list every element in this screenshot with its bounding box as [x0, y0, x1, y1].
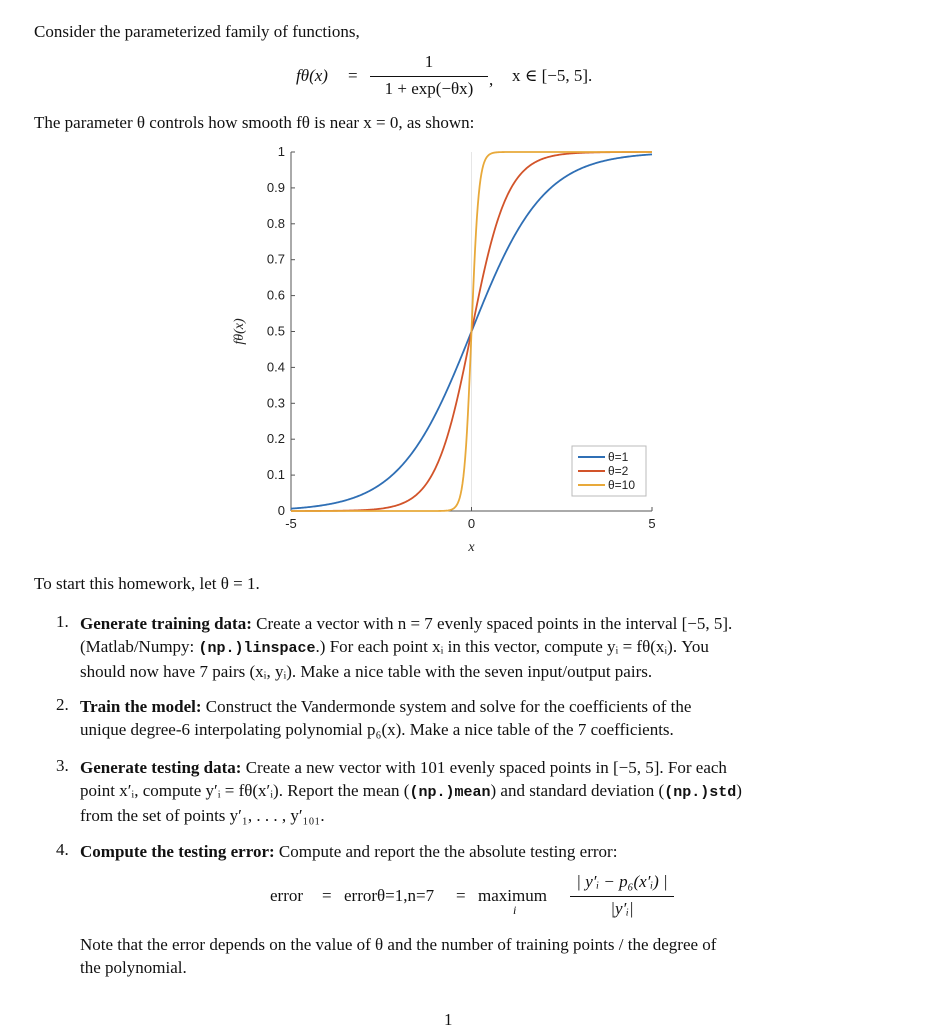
y-tick-label: 0.9: [266, 179, 285, 195]
smooth-sentence: The parameter θ controls how smooth fθ is near x = 0, as shown:: [34, 113, 475, 132]
error-denominator: |y′ᵢ|: [610, 899, 634, 918]
error-op: maximum: [478, 886, 547, 905]
item-2-head: Train the model:: [80, 697, 202, 716]
y-tick-label: 0.5: [266, 323, 285, 339]
error-numerator: | y′ᵢ − p₆(x′ᵢ) |: [576, 872, 668, 891]
page-number: 1: [444, 1010, 453, 1029]
item-1-head: Generate training data:: [80, 614, 252, 633]
error-eq2: =: [456, 886, 466, 905]
item-1-line2a: (Matlab/Numpy:: [80, 637, 199, 656]
item-4-line1: Compute and report the the absolute testing error:: [278, 842, 618, 861]
x-tick-label: 5: [648, 516, 656, 531]
y-tick-label: 0.1: [266, 467, 285, 483]
error-mid: errorθ=1,n=7: [344, 886, 435, 905]
y-axis-label: fθ(x): [232, 318, 247, 345]
item-3-head: Generate testing data:: [80, 758, 242, 777]
sigmoid-chart: [220, 140, 680, 560]
note-text: [80, 933, 900, 979]
definition-equals: =: [348, 66, 358, 85]
y-tick-label: 0.4: [266, 359, 285, 375]
start-sentence: To start this homework, let θ = 1.: [34, 574, 260, 593]
intro-text: Consider the parameterized family of functions,: [34, 22, 360, 41]
error-eq1: =: [322, 886, 332, 905]
x-tick-label: -5: [285, 516, 297, 531]
item-4: [80, 840, 880, 863]
item-1-number: 1.: [56, 612, 69, 631]
y-tick-label: 0.7: [266, 251, 285, 267]
x-tick-label: 0: [467, 516, 476, 531]
item-2: [80, 695, 880, 741]
item-3-code-std: (np.)std: [664, 784, 737, 801]
item-3-line2a: point x′ᵢ, compute y′ᵢ = fθ(x′ᵢ). Report the mean (: [80, 781, 410, 800]
item-2-line2: unique degree-6 interpolating polynomial p₆(x). Make a nice table of the 7 coefficients.: [80, 720, 674, 739]
legend-label: θ=1: [608, 450, 629, 464]
y-tick-label: 0.6: [266, 287, 285, 303]
definition-lhs: fθ(x): [296, 66, 328, 85]
legend-label: θ=2: [608, 464, 629, 478]
item-1-line2b: .) For each point xᵢ in this vector, compute yᵢ = fθ(xᵢ). You: [315, 637, 709, 656]
item-3-line2b: ) and standard deviation (: [490, 781, 665, 800]
note-line2: the polynomial.: [80, 958, 187, 977]
item-3-line1: Create a new vector with 101 evenly spaced points in [−5, 5]. For each: [245, 758, 727, 777]
item-3-line3: from the set of points y′₁, . . . , y′₁₀₁.: [80, 806, 325, 825]
error-op-sub: i: [513, 903, 517, 917]
error-fraction-bar: [570, 896, 674, 897]
error-lhs: error: [270, 886, 304, 905]
item-4-number: 4.: [56, 840, 69, 859]
item-3-line2c: ): [736, 781, 742, 800]
x-axis-label: x: [468, 540, 475, 555]
y-tick-label: 1: [277, 144, 285, 159]
note-line1: Note that the error depends on the value of θ and the number of training points / the degree of: [80, 935, 717, 954]
item-2-line1: Construct the Vandermonde system and solve for the coefficients of the: [205, 697, 692, 716]
item-3-number: 3.: [56, 756, 69, 775]
definition-tail: ,: [489, 70, 494, 89]
item-1-code-linspace: (np.)linspace: [198, 640, 316, 657]
legend-label: θ=10: [608, 478, 636, 492]
item-4-head: Compute the testing error:: [80, 842, 275, 861]
definition-domain: x ∈ [−5, 5].: [512, 66, 593, 85]
item-2-number: 2.: [56, 695, 69, 714]
item-3: [80, 756, 880, 827]
item-3-code-mean: (np.)mean: [409, 784, 491, 801]
item-1-line1: Create a vector with n = 7 evenly spaced points in the interval [−5, 5].: [256, 614, 733, 633]
y-tick-label: 0: [277, 503, 285, 518]
definition-denominator: 1 + exp(−θx): [384, 79, 474, 98]
y-tick-label: 0.2: [266, 431, 285, 447]
definition-numerator: 1: [424, 52, 434, 71]
y-tick-label: 0.3: [266, 395, 285, 411]
item-1-line3: should now have 7 pairs (xᵢ, yᵢ). Make a nice table with the seven input/output pairs.: [80, 662, 653, 681]
item-1: [80, 612, 880, 683]
y-tick-label: 0.8: [266, 215, 285, 231]
definition-fraction-bar: [370, 76, 488, 77]
